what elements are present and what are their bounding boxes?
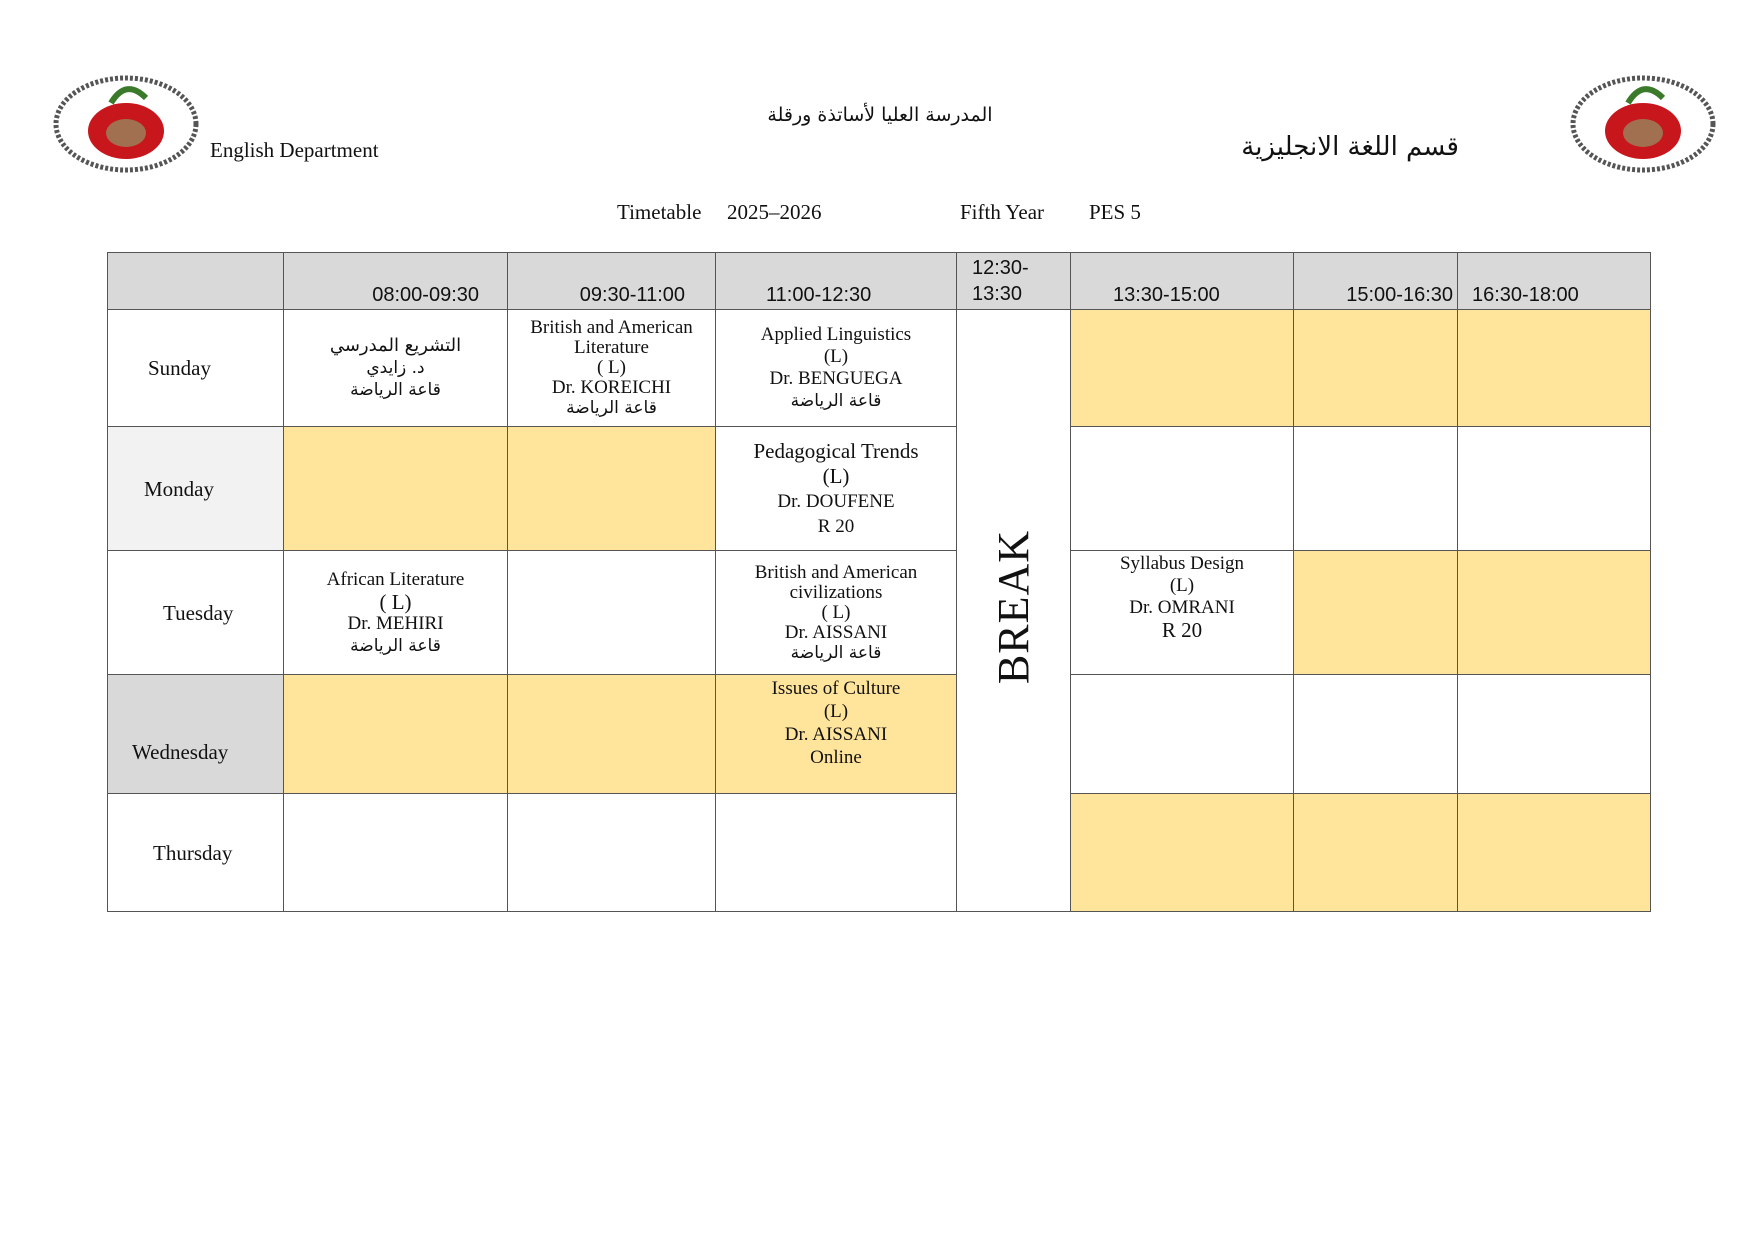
teacher: Dr. DOUFENE	[777, 490, 895, 512]
course: Literature	[574, 337, 649, 358]
room: قاعة الرياضة	[790, 391, 882, 411]
department-arabic: قسم اللغة الانجليزية	[1241, 132, 1459, 162]
slot-header: 16:30-18:00	[1458, 253, 1651, 310]
empty-cell	[1071, 427, 1294, 551]
free-cell	[508, 675, 716, 794]
free-cell	[1294, 794, 1458, 912]
course: Syllabus Design	[1119, 553, 1245, 574]
type: ( L)	[596, 357, 626, 378]
empty-cell	[1294, 675, 1458, 794]
row-tuesday	[108, 551, 1651, 675]
type: (L)	[823, 346, 849, 367]
session-cell	[716, 551, 957, 675]
free-cell	[1458, 551, 1651, 675]
empty-cell	[1458, 675, 1651, 794]
empty-cell	[1458, 427, 1651, 551]
session-cell	[284, 310, 508, 427]
empty-cell	[508, 551, 716, 675]
day-label: Wednesday	[108, 675, 284, 794]
teacher: Dr. KOREICHI	[551, 377, 672, 398]
slot-header: 08:00-09:30	[284, 253, 508, 310]
course: British and American	[754, 561, 918, 583]
teacher: Dr. BENGUEGA	[769, 368, 903, 389]
free-cell	[1294, 551, 1458, 675]
free-cell	[1071, 794, 1294, 912]
empty-cell	[1071, 675, 1294, 794]
room: قاعة الرياضة	[790, 642, 882, 663]
day-label: Monday	[108, 427, 284, 551]
corner-cell	[108, 253, 284, 310]
teacher: Dr. AISSANI	[784, 724, 888, 745]
row-thursday	[108, 794, 1651, 912]
room: قاعة الرياضة	[350, 380, 441, 400]
course: civilizations	[789, 581, 883, 603]
school-logo-right	[1568, 73, 1718, 175]
slot-header: 13:30-15:00	[1071, 253, 1294, 310]
break-cell	[957, 310, 1071, 912]
day-label: Sunday	[108, 310, 284, 427]
session-cell	[716, 427, 957, 551]
academic-year: 2025–2026	[727, 200, 822, 224]
room: R 20	[817, 515, 855, 537]
type: ( L)	[821, 601, 851, 623]
free-cell	[284, 427, 508, 551]
break-label: BREAK	[988, 530, 1038, 685]
level: Fifth Year	[960, 200, 1045, 224]
row-monday	[108, 427, 1651, 551]
empty-cell	[284, 794, 508, 912]
session-cell	[1071, 551, 1294, 675]
type: ( L)	[379, 589, 412, 614]
course: Issues of Culture	[771, 678, 901, 699]
day-label: Tuesday	[108, 551, 284, 675]
type: (L)	[822, 463, 850, 488]
group: PES 5	[1089, 200, 1141, 224]
course: African Literature	[326, 568, 465, 590]
slot-header: 15:00-16:30	[1294, 253, 1458, 310]
timetable-label: Timetable	[617, 200, 702, 224]
session-cell	[508, 310, 716, 427]
slot-header-break: 12:30- 13:30	[957, 253, 1071, 310]
room: قاعة الرياضة	[350, 635, 441, 656]
day-label: Thursday	[108, 794, 284, 912]
free-cell	[1071, 310, 1294, 427]
free-cell	[508, 427, 716, 551]
type: (L)	[823, 701, 849, 722]
type: (L)	[1169, 575, 1195, 596]
course: Applied Linguistics	[760, 324, 912, 345]
row-wednesday	[108, 675, 1651, 794]
session-cell	[284, 551, 508, 675]
course: Pedagogical Trends	[753, 438, 919, 463]
free-cell	[1458, 794, 1651, 912]
course: التشريع المدرسي	[329, 335, 462, 356]
session-cell	[716, 675, 957, 794]
teacher: Dr. OMRANI	[1129, 597, 1235, 618]
room: Online	[810, 747, 862, 768]
free-cell	[1458, 310, 1651, 427]
school-logo-left	[51, 73, 201, 175]
department-english: English Department	[210, 138, 379, 162]
room: R 20	[1161, 618, 1203, 642]
session-cell	[716, 310, 957, 427]
free-cell	[284, 675, 508, 794]
room: قاعة الرياضة	[566, 398, 657, 418]
empty-cell	[716, 794, 957, 912]
row-sunday	[108, 310, 1651, 427]
empty-cell	[1294, 427, 1458, 551]
teacher: Dr. MEHIRI	[347, 612, 444, 634]
teacher: Dr. AISSANI	[784, 621, 888, 643]
free-cell	[1294, 310, 1458, 427]
course: British and American	[530, 317, 693, 338]
school-name-arabic: المدرسة العليا لأساتذة ورقلة	[767, 104, 993, 126]
timetable	[107, 252, 1651, 912]
header-row	[108, 253, 1651, 310]
teacher: د. زايدي	[366, 358, 425, 378]
slot-header: 11:00-12:30	[716, 253, 957, 310]
empty-cell	[508, 794, 716, 912]
slot-header: 09:30-11:00	[508, 253, 716, 310]
